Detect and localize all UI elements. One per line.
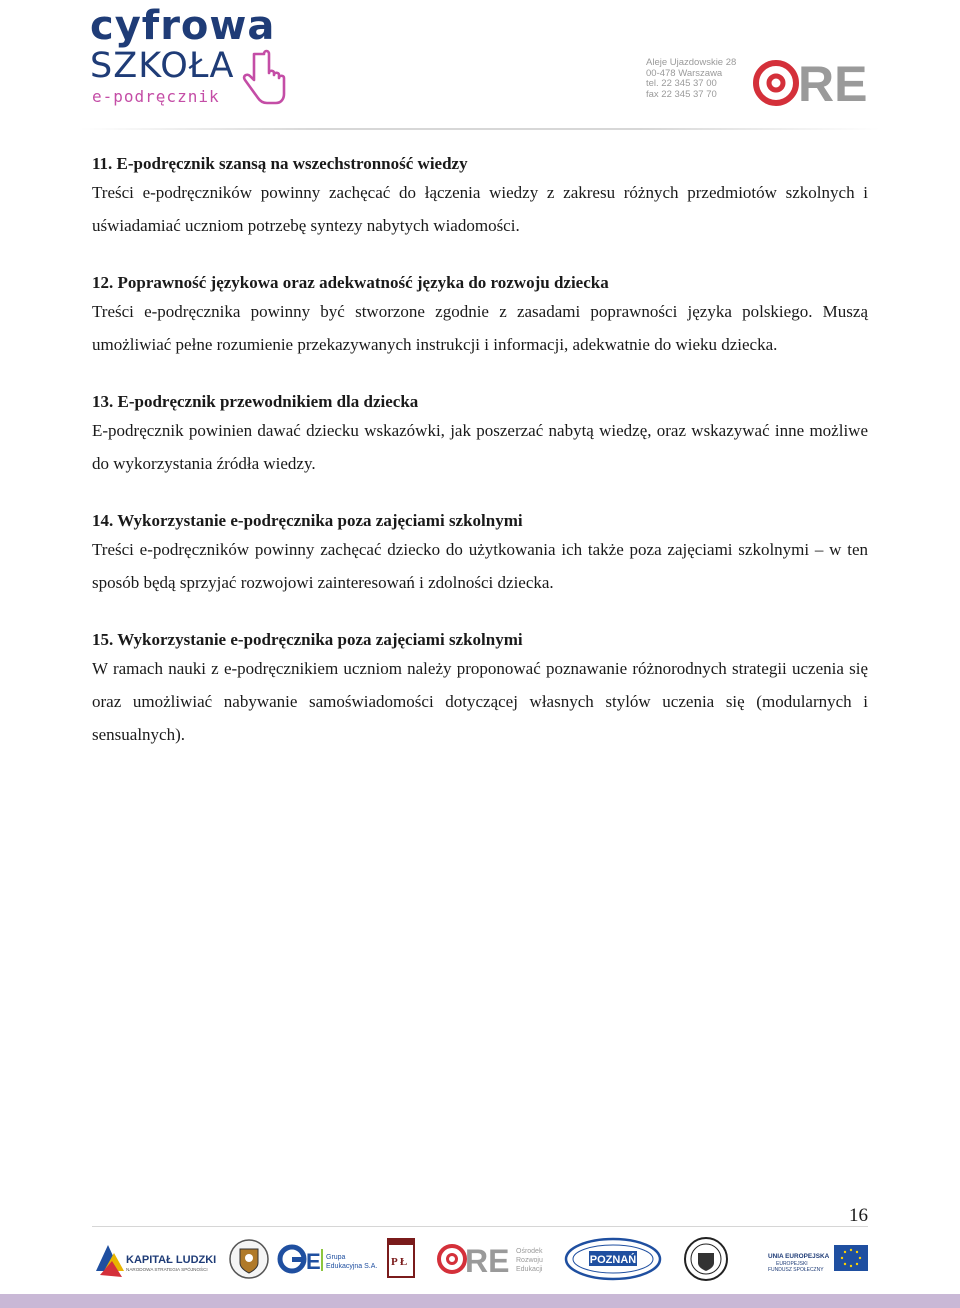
ue-line1: EUROPEJSKI	[776, 1261, 808, 1267]
unia-europejska-logo	[766, 1231, 870, 1287]
ore-line2: Rozwoju	[516, 1257, 543, 1264]
svg-text:RE: RE	[798, 56, 868, 112]
logo-word-cyfrowa: cyfrowa	[90, 3, 276, 49]
section-15	[92, 628, 868, 751]
section-heading: 12. Poprawność językowa oraz adekwatność języka do rozwoju dziecka	[92, 273, 609, 292]
university-crest-logo	[228, 1231, 270, 1287]
section-12	[92, 271, 868, 361]
address-line: Aleje Ujazdowskie 28	[646, 57, 737, 68]
header-divider	[80, 128, 880, 130]
section-13	[92, 390, 868, 480]
address-block	[646, 58, 746, 100]
politechnika-logo	[380, 1231, 422, 1287]
ue-title: UNIA EUROPEJSKA	[768, 1253, 830, 1260]
section-11	[92, 152, 868, 242]
grupa-line1: Grupa	[326, 1254, 346, 1261]
grupa-line2: Edukacyjna S.A.	[326, 1263, 378, 1270]
poznan-logo	[562, 1231, 664, 1287]
kapital-ludzki-title: KAPITAŁ LUDZKI	[126, 1254, 217, 1266]
section-body: Treści e-podręczników powinny zachęcać do łączenia wiedzy z zakresu różnych przedmiotów szkolnych i uświadamiać uczniom potrzebę syntezy nabytych wiadomości.	[92, 183, 868, 235]
document-body	[92, 152, 868, 780]
svg-text:E: E	[306, 1249, 321, 1274]
bottom-color-bar	[0, 1294, 960, 1308]
section-body: W ramach nauki z e-podręcznikiem uczniom należy proponować poznawanie różnorodnych strategii uczenia się oraz umożliwiać nabywanie samoświadomości dotyczącej własnych stylów uczenia się (modularnych i sensualnych).	[92, 659, 868, 744]
pointing-hand-icon	[240, 50, 286, 110]
section-heading: 15. Wykorzystanie e-podręcznika poza zajęciami szkolnymi	[92, 630, 523, 649]
address-line: 00-478 Warszawa	[646, 67, 723, 79]
ue-line2: FUNDUSZ SPOŁECZNY	[768, 1267, 824, 1273]
ore-line3: Edukacji	[516, 1266, 543, 1273]
section-heading: 14. Wykorzystanie e-podręcznika poza zajęciami szkolnymi	[92, 511, 523, 530]
section-heading: 11. E-podręcznik szansą na wszechstronność wiedzy	[92, 154, 468, 173]
svg-text:RE: RE	[465, 1243, 510, 1279]
partner-logos	[0, 1227, 960, 1293]
section-body: E-podręcznik powinien dawać dziecku wskazówki, jak poszerzać nabytą wiedzę, oraz wskazywać inne możliwe do wykorzystania źródła wiedzy.	[92, 421, 868, 473]
section-body: Treści e-podręczników powinny zachęcać dziecko do użytkowania ich także poza zajęciami szkolnymi – w ten sposób będą sprzyjać rozwojowi zainteresowań i zdolności dziecka.	[92, 540, 868, 592]
kapital-ludzki-logo	[92, 1231, 217, 1287]
poznan-text: POZNAŃ	[589, 1254, 637, 1266]
address-line: tel. 22 345 37 00	[646, 78, 717, 89]
cyfrowa-szkola-logo	[88, 3, 308, 110]
pol-text: P Ł	[391, 1256, 408, 1268]
ore-logo	[752, 56, 872, 110]
section-heading: 13. E-podręcznik przewodnikiem dla dziecka	[92, 392, 419, 411]
grupa-edukacyjna-logo	[278, 1231, 378, 1287]
ore-line1: Ośrodek	[516, 1248, 543, 1255]
ore-footer-logo	[434, 1231, 554, 1287]
address-line: fax 22 345 37 70	[646, 88, 717, 100]
university-seal-logo	[682, 1231, 730, 1287]
section-body: Treści e-podręcznika powinny być stworzone zgodnie z zasadami poprawności języka polskiego. Muszą umożliwiać pełne rozumienie przekazywanych instrukcji i informacji, adekwatnie do wieku dziecka.	[92, 302, 868, 354]
page-number: 16	[849, 1205, 868, 1226]
section-14	[92, 509, 868, 599]
page-header	[0, 0, 960, 132]
logo-word-e-podrecznik: e-podręcznik	[92, 87, 220, 106]
logo-word-szkola: SZKOŁA	[90, 46, 235, 86]
kapital-ludzki-subtitle: NARODOWA STRATEGIA SPÓJNOŚCI	[126, 1267, 208, 1272]
